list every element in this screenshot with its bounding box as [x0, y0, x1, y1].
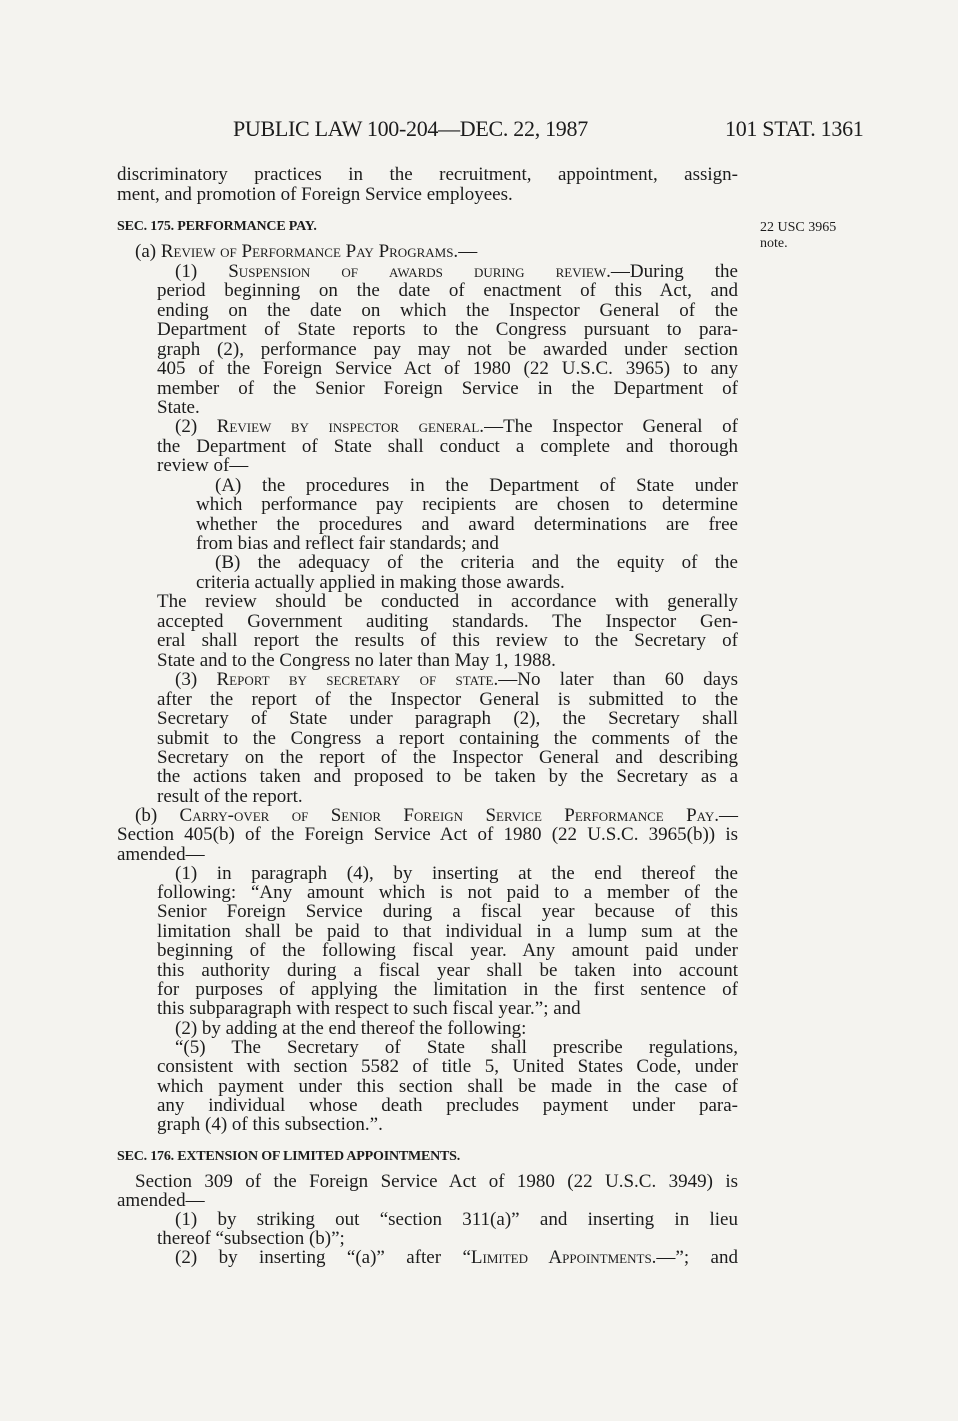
text-segment: amended— [117, 1190, 205, 1211]
run-in-heading: Review by inspector general. [216, 416, 485, 437]
text-segment: accepted Government auditing standards. The Inspector Gen- [157, 611, 738, 632]
text-line [175, 416, 738, 438]
text-segment: ending on the date on which the Inspector General of the [157, 300, 738, 321]
running-header-title: PUBLIC LAW 100-204—DEC. 22, 1987 [233, 116, 588, 141]
text-segment: —The Inspector General of [484, 416, 738, 437]
section-175-heading: SEC. 175. PERFORMANCE PAY. [117, 219, 317, 234]
text-segment: amended— [117, 844, 205, 865]
text-segment: after the report of the Inspector General is submitted to the [157, 689, 738, 710]
text-segment: —During the [610, 261, 738, 282]
text-segment: The review should be conducted in accordance with generally [157, 591, 738, 612]
text-segment: Section 405(b) of the Foreign Service Act of 1980 (22 U.S.C. 3965(b)) is [117, 824, 738, 845]
text-segment: — [458, 241, 478, 262]
section-176-heading: SEC. 176. EXTENSION OF LIMITED APPOINTMENTS. [117, 1149, 461, 1164]
text-line [157, 766, 738, 788]
text-line [157, 280, 738, 302]
run-in-heading: Carry-over of Senior Foreign Service Performance Pay. [179, 805, 719, 826]
run-in-heading: Report by secretary of state. [216, 669, 499, 690]
run-in-heading: Limited Appointments. [470, 1247, 657, 1268]
text-segment: submit to the Congress a report containing the comments of the [157, 728, 738, 749]
text-segment: ment, and promotion of Foreign Service employees. [117, 184, 513, 205]
text-segment: criteria actually applied in making those awards. [196, 572, 565, 593]
text-segment: —”; and [656, 1247, 738, 1268]
text-segment: this authority during a fiscal year shall be taken into account [157, 960, 738, 981]
text-line [117, 184, 738, 206]
text-segment: 405 of the Foreign Service Act of 1980 (22 U.S.C. 3965) to any [157, 358, 738, 379]
text-segment: — [719, 805, 738, 826]
margin-note-line: 22 USC 3965 [760, 220, 837, 235]
text-segment: (A) the procedures in the Department of State under [215, 475, 738, 496]
run-in-heading: Suspension of awards during review. [228, 261, 611, 282]
text-line [135, 241, 738, 263]
text-segment: State and to the Congress no later than May 1, 1988. [157, 650, 556, 671]
text-segment: (1) [175, 261, 229, 282]
text-segment: result of the report. [157, 786, 303, 807]
text-segment: Secretary of State under paragraph (2), the Secretary shall [157, 708, 738, 729]
text-segment: any individual whose death precludes payment under para- [157, 1095, 738, 1116]
text-segment: whether the procedures and award determinations are free [196, 514, 738, 535]
text-line [157, 708, 738, 730]
text-segment: “(5) The Secretary of State shall prescribe regulations, [175, 1037, 738, 1058]
text-line [157, 1114, 738, 1136]
text-segment: consistent with section 5582 of title 5, United States Code, under [157, 1056, 738, 1077]
text-line [157, 319, 738, 341]
text-line [196, 494, 738, 516]
text-segment: the Department of State shall conduct a complete and thorough [157, 436, 738, 457]
text-line [175, 669, 738, 691]
run-in-heading: Review of Performance Pay Programs. [160, 241, 459, 262]
text-segment: discriminatory practices in the recruitment, appointment, assign- [117, 164, 738, 185]
text-line [215, 552, 738, 574]
text-segment: limitation shall be paid to that individual in a lump sum at the [157, 921, 738, 942]
text-segment: (1) by striking out “section 311(a)” and inserting in lieu [175, 1209, 738, 1230]
text-segment: beginning of the following fiscal year. Any amount paid under [157, 940, 738, 961]
text-segment: graph (2), performance pay may not be awarded under section [157, 339, 738, 360]
text-segment: review of— [157, 455, 249, 476]
text-segment: Department of State reports to the Congress pursuant to para- [157, 319, 738, 340]
text-line [157, 998, 738, 1020]
margin-citation-note [760, 220, 836, 252]
text-segment: period beginning on the date of enactment of this Act, and [157, 280, 738, 301]
text-segment: which payment under this section shall be made in the case of [157, 1076, 738, 1097]
text-segment: member of the Senior Foreign Service in the Department of [157, 378, 738, 399]
text-segment: (1) in paragraph (4), by inserting at the end thereof the [175, 863, 738, 884]
text-segment: the actions taken and proposed to be taken by the Secretary as a [157, 766, 738, 787]
text-segment: (a) [135, 241, 161, 262]
text-line [157, 1056, 738, 1078]
text-segment: (2) by inserting “(a)” after “ [175, 1247, 471, 1268]
text-segment: which performance pay recipients are chosen to determine [196, 494, 738, 515]
margin-note-line: note. [760, 236, 788, 251]
text-segment: State. [157, 397, 200, 418]
text-line [117, 824, 738, 846]
text-segment: for purposes of applying the limitation in the first sentence of [157, 979, 738, 1000]
text-segment: Senior Foreign Service during a fiscal year because of this [157, 901, 738, 922]
text-segment: (B) the adequacy of the criteria and the equity of the [215, 552, 738, 573]
text-segment: (3) [175, 669, 217, 690]
text-line [157, 358, 738, 380]
text-segment: Section 309 of the Foreign Service Act of 1980 (22 U.S.C. 3949) is [135, 1171, 738, 1192]
text-segment: graph (4) of this subsection.”. [157, 1114, 383, 1135]
text-segment: (b) [135, 805, 180, 826]
text-segment: this subparagraph with respect to such fiscal year.”; and [157, 998, 581, 1019]
text-segment: (2) by adding at the end thereof the following: [175, 1018, 527, 1039]
text-segment: from bias and reflect fair standards; and [196, 533, 499, 554]
stat-page-number: 101 STAT. 1361 [725, 116, 864, 141]
text-segment: following: “Any amount which is not paid to a member of the [157, 882, 738, 903]
text-line [157, 591, 738, 613]
text-segment: Secretary on the report of the Inspector General and describing [157, 747, 738, 768]
text-segment: eral shall report the results of this review to the Secretary of [157, 630, 738, 651]
text-line [157, 630, 738, 652]
text-segment: —No later than 60 days [498, 669, 738, 690]
text-line [175, 1247, 738, 1269]
text-line [157, 901, 738, 923]
text-line [157, 455, 738, 477]
text-line [157, 940, 738, 962]
text-segment: thereof “subsection (b)”; [157, 1228, 345, 1249]
text-line [117, 164, 738, 186]
text-segment: (2) [175, 416, 217, 437]
